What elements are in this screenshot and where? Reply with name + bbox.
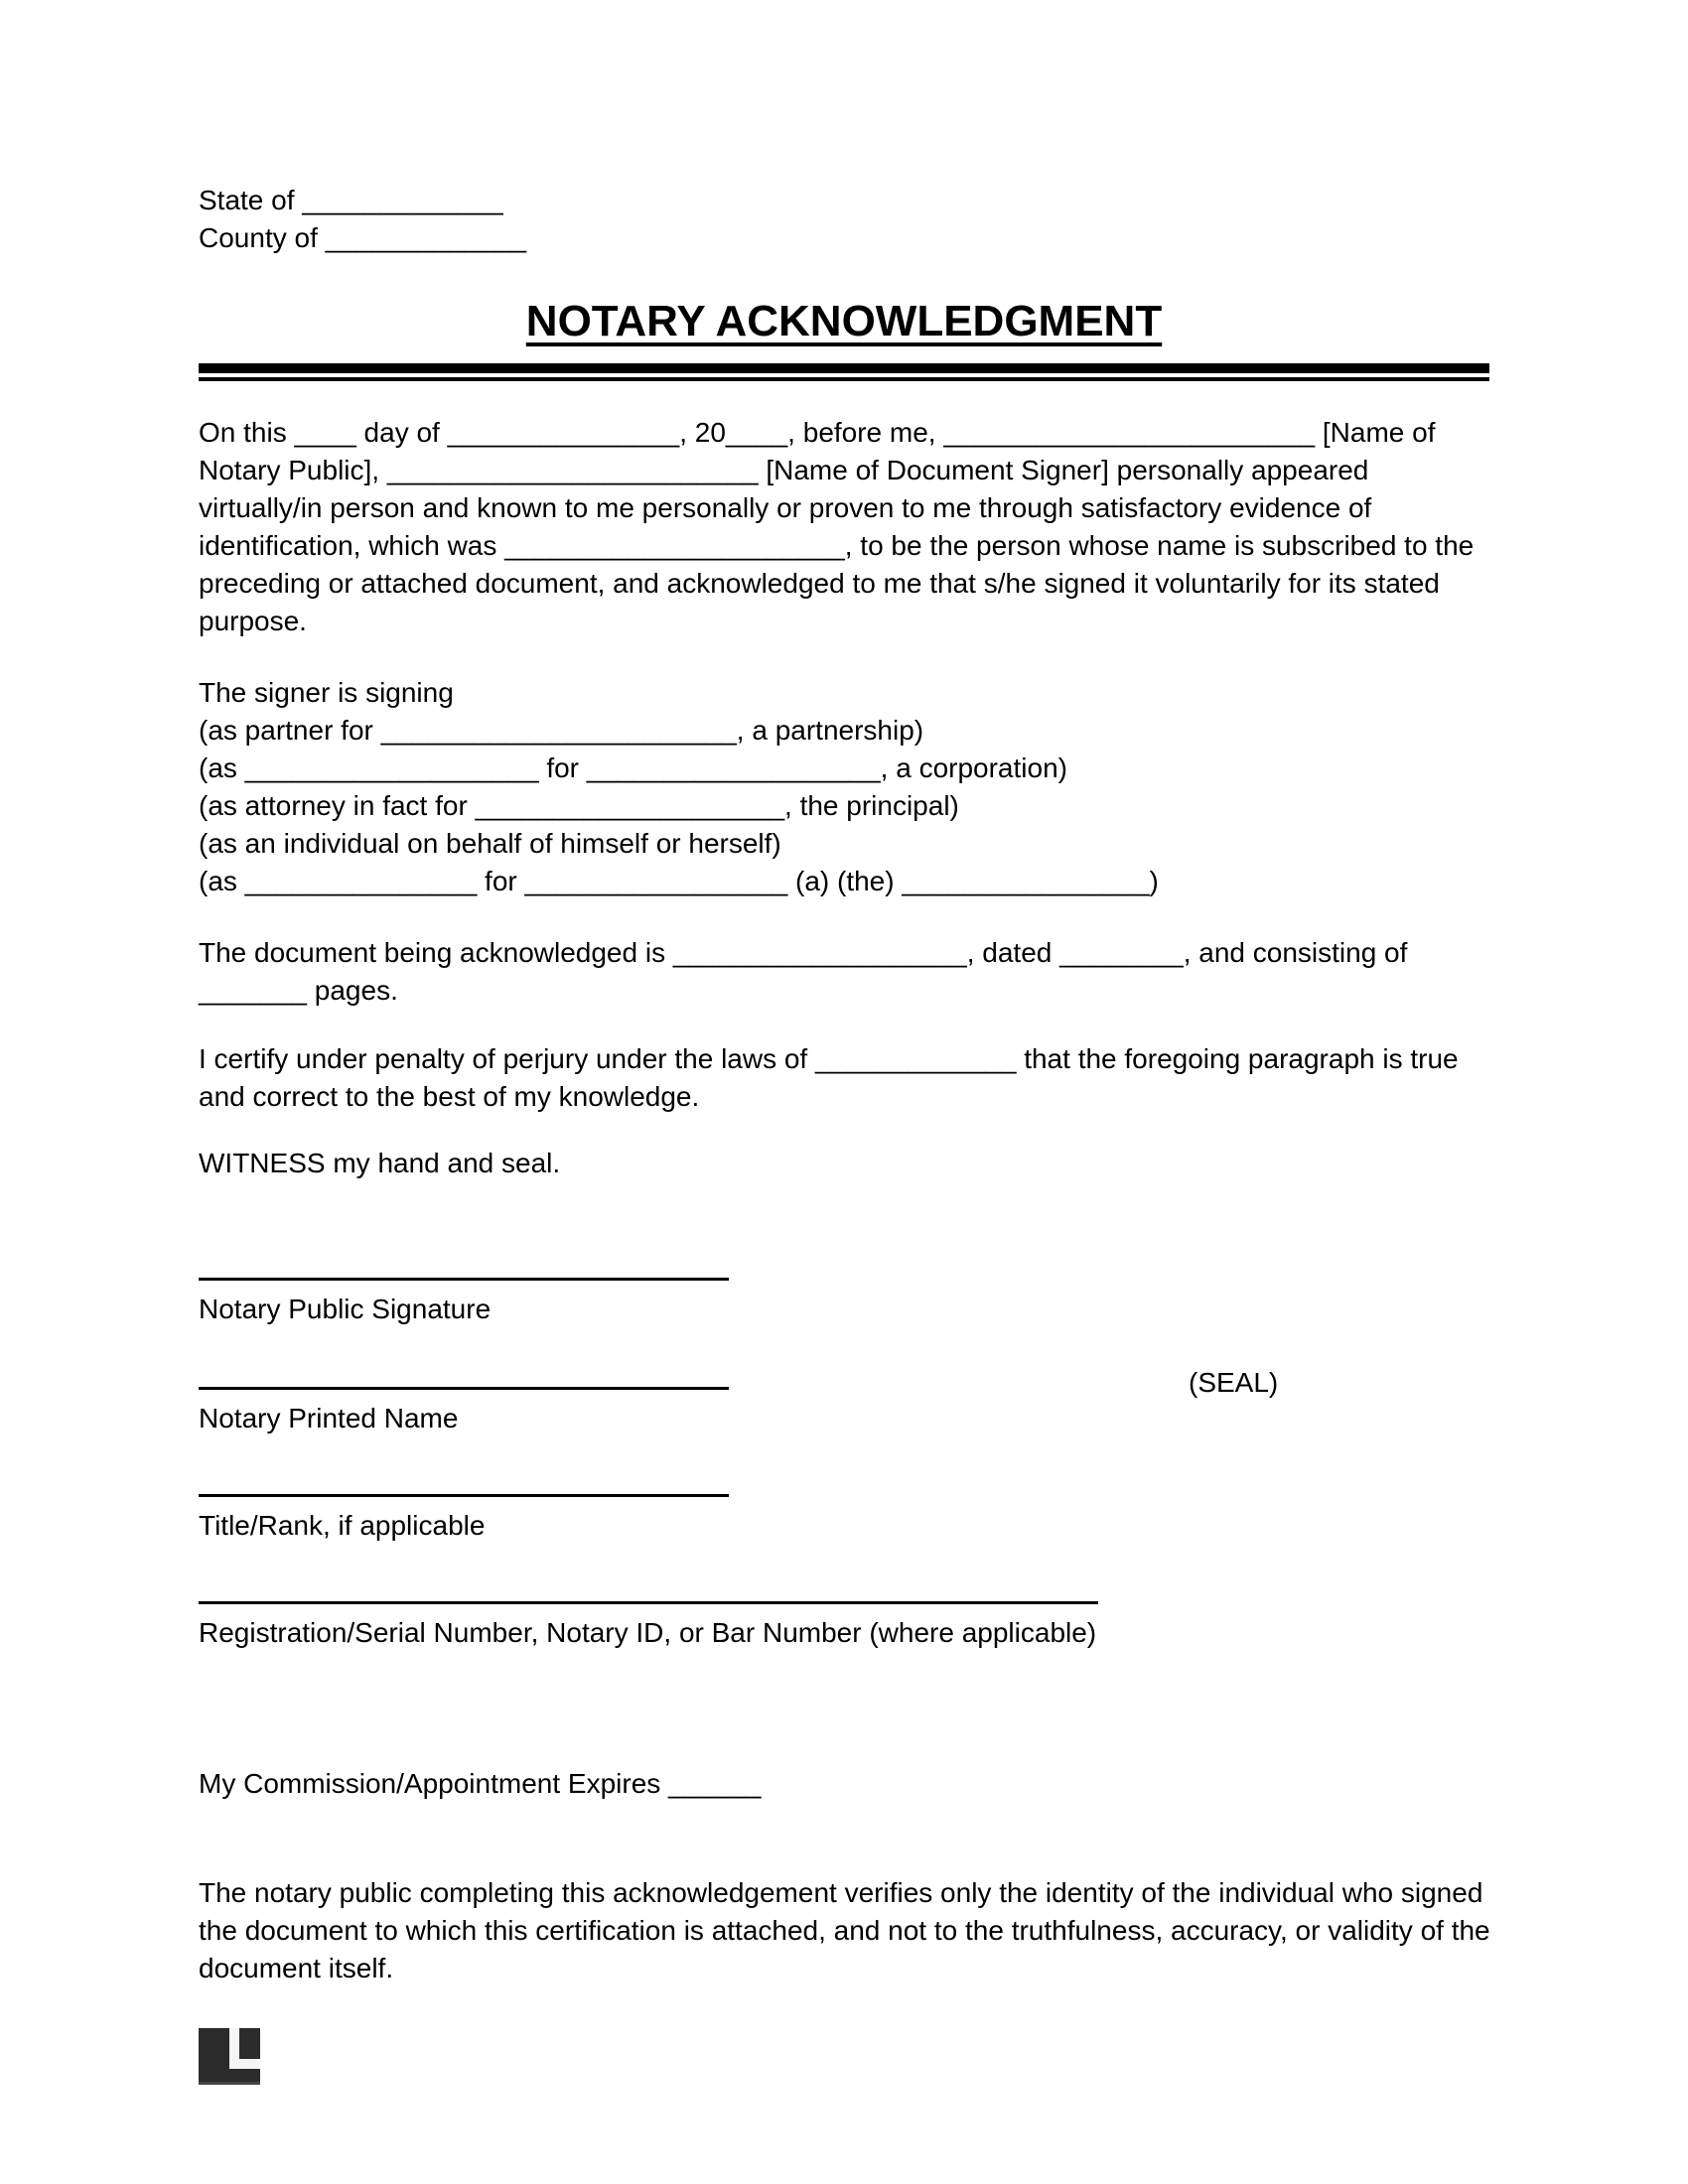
signer-capacity-line: (as partner for _______________________, a partnership) (199, 715, 924, 746)
logo-l-glyph (199, 2028, 260, 2085)
intro-line: preceding or attached document, and acknowledged to me that s/he signed it voluntarily for its stated (199, 568, 1440, 599)
intro-line: identification, which was ______________________, to be the person whose name is subscribed to the (199, 530, 1475, 561)
notary-printed-name-label: Notary Printed Name (199, 1403, 459, 1433)
state-county-header (199, 182, 526, 257)
title-divider (199, 363, 1489, 381)
signer-capacity-section (199, 674, 1159, 900)
title-rank-line (199, 1494, 729, 1497)
page-title: NOTARY ACKNOWLEDGMENT (525, 297, 1163, 345)
registration-number-line (199, 1601, 1098, 1604)
registration-number-label: Registration/Serial Number, Notary ID, or Bar Number (where applicable) (199, 1617, 1097, 1648)
seal-label: (SEAL) (1189, 1367, 1279, 1398)
signer-capacity-line: (as _______________ for _________________ (a) (the) ________________) (199, 866, 1159, 896)
intro-line: virtually/in person and known to me personally or proven to me through satisfactory evidence of (199, 492, 1372, 523)
acknowledged-document-section (199, 934, 1407, 1010)
notary-printed-name-line (199, 1387, 729, 1390)
title-divider-thick-rule (199, 363, 1489, 373)
acknowledged-document-line: The document being acknowledged is ___________________, dated ________, and consisting of (199, 937, 1408, 968)
signer-capacity-line: (as an individual on behalf of himself or herself) (199, 828, 781, 859)
state-line: State of _____________ (199, 185, 503, 215)
disclaimer-line: The notary public completing this acknowledgement verifies only the identity of the individual who signed (199, 1877, 1483, 1908)
signer-capacity-line: (as attorney in fact for ____________________, the principal) (199, 790, 959, 821)
intro-line: purpose. (199, 606, 307, 636)
certification-section (199, 1040, 1459, 1116)
signer-capacity-line: The signer is signing (199, 677, 454, 708)
disclaimer-line: document itself. (199, 1953, 394, 1983)
signer-capacity-line: (as ___________________ for ___________________, a corporation) (199, 752, 1067, 783)
intro-paragraph (199, 414, 1474, 640)
disclaimer-line: the document to which this certification is attached, and not to the truthfulness, accuracy, or validity of the (199, 1915, 1490, 1946)
certification-line: I certify under penalty of perjury under the laws of _____________ that the foregoing paragraph is true (199, 1043, 1459, 1074)
certification-line: and correct to the best of my knowledge. (199, 1081, 700, 1112)
acknowledged-document-line: _______ pages. (199, 975, 398, 1006)
notary-signature-label: Notary Public Signature (199, 1294, 492, 1324)
notary-signature-line (199, 1278, 729, 1281)
notary-disclaimer (199, 1874, 1490, 1987)
county-line: County of _____________ (199, 222, 527, 253)
intro-line: On this ____ day of _______________, 20____, before me, ________________________ [Name of (199, 417, 1436, 448)
title-rank-label: Title/Rank, if applicable (199, 1510, 486, 1541)
legal-templates-logo-icon (199, 2028, 260, 2085)
intro-line: Notary Public], ________________________ [Name of Document Signer] personally appeared (199, 455, 1369, 485)
witness-statement: WITNESS my hand and seal. (199, 1148, 561, 1178)
title-divider-thin-rule (199, 377, 1489, 381)
commission-expiration-line: My Commission/Appointment Expires ______ (199, 1768, 762, 1799)
